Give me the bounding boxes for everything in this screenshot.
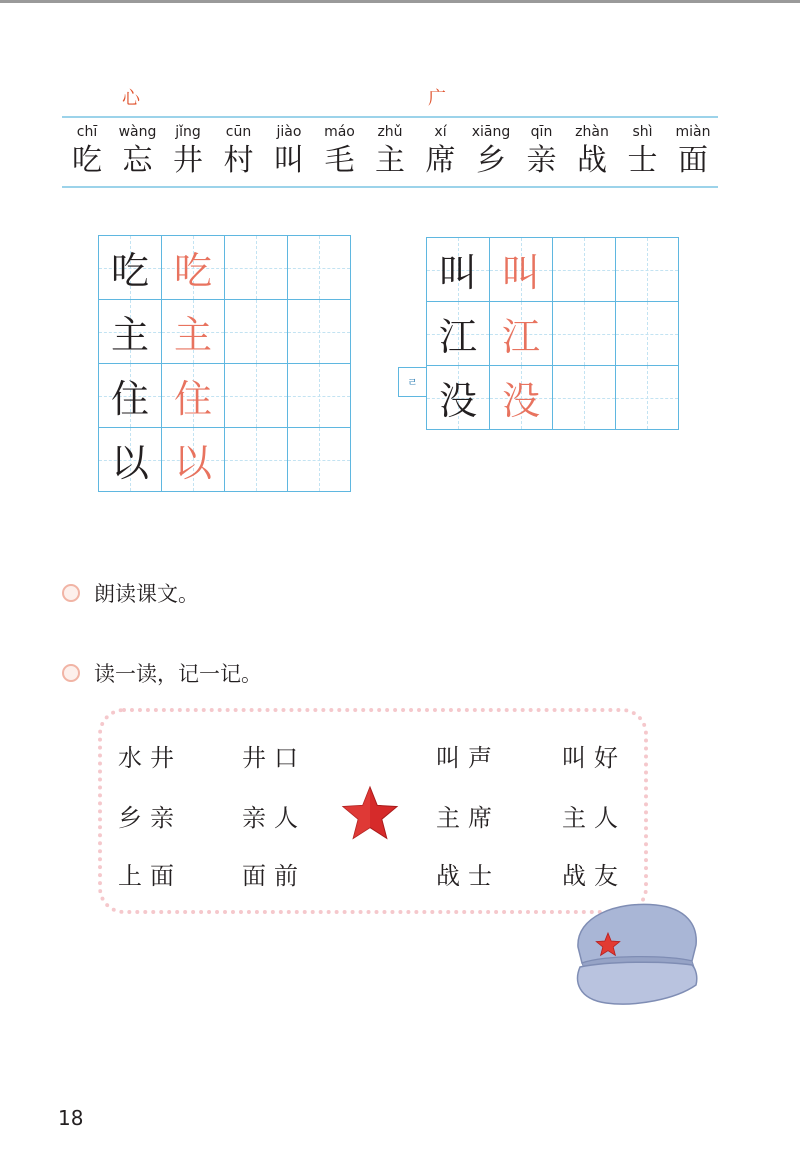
vocab-item — [113, 122, 163, 180]
trace-char: 江 — [501, 315, 540, 359]
grid-empty-cell[interactable] — [553, 238, 616, 302]
word-item: 水井 — [118, 744, 182, 772]
vocab-strip — [62, 122, 718, 180]
grid-model-cell — [99, 364, 162, 428]
army-cap-icon — [566, 895, 706, 1015]
exercise-text: 读一读，记一记。 — [94, 662, 262, 686]
grid-empty-cell[interactable] — [225, 236, 288, 300]
word-item: 面前 — [242, 862, 306, 890]
grid-empty-cell[interactable] — [616, 366, 679, 430]
vocab-item — [315, 122, 365, 180]
word-item: 战士 — [436, 862, 500, 890]
vocab-pinyin: zhàn — [575, 124, 609, 140]
word-item: 叫好 — [562, 744, 626, 772]
vocab-pinyin: miàn — [675, 124, 711, 140]
word-item: 乡亲 — [118, 804, 182, 832]
grid-empty-cell[interactable] — [288, 236, 351, 300]
grid-empty-cell[interactable] — [288, 428, 351, 492]
exercise-read-and-remember — [62, 658, 262, 688]
vocab-hanzi: 席 — [425, 143, 456, 178]
word-item: 叫声 — [436, 744, 500, 772]
vocab-hanzi: 井 — [173, 143, 203, 178]
model-char: 没 — [438, 379, 477, 423]
vocab-pinyin: qīn — [530, 124, 553, 140]
grid-model-cell — [427, 238, 490, 302]
grid-empty-cell[interactable] — [225, 364, 288, 428]
grid-trace-cell[interactable] — [490, 302, 553, 366]
grid-empty-cell[interactable] — [616, 238, 679, 302]
grid-model-cell — [427, 302, 490, 366]
grid-model-cell — [99, 236, 162, 300]
model-char: 吃 — [110, 249, 149, 293]
word-item: 主人 — [562, 804, 626, 832]
grid-trace-cell[interactable] — [490, 366, 553, 430]
vocab-hanzi: 亲 — [526, 143, 557, 178]
grid-empty-cell[interactable] — [288, 300, 351, 364]
vocab-item — [618, 122, 668, 180]
radical-hint-heart: 心 — [122, 88, 140, 109]
vocab-item — [668, 122, 718, 180]
word-item: 亲人 — [242, 804, 306, 832]
vocab-hanzi: 士 — [627, 143, 658, 178]
grid-empty-cell[interactable] — [553, 366, 616, 430]
vocab-item — [567, 122, 617, 180]
trace-char: 住 — [173, 377, 212, 421]
exercise-read-aloud — [62, 578, 199, 608]
vocab-hanzi: 村 — [223, 143, 254, 178]
top-border — [0, 0, 800, 3]
grid-trace-cell[interactable] — [162, 236, 225, 300]
vocab-strip-bottom-line — [62, 186, 718, 188]
vocab-pinyin: zhǔ — [377, 124, 403, 140]
exercise-badge-icon — [62, 664, 80, 682]
writing-grid-right — [426, 237, 679, 430]
vocab-hanzi: 主 — [375, 143, 405, 178]
vocab-pinyin: shì — [632, 124, 653, 140]
page-number: 18 — [58, 1106, 84, 1130]
model-char: 主 — [110, 313, 149, 357]
vocab-item — [416, 122, 466, 180]
vocab-item — [517, 122, 567, 180]
grid-empty-cell[interactable] — [288, 364, 351, 428]
trace-char: 吃 — [173, 249, 212, 293]
model-char: 以 — [110, 441, 149, 485]
vocab-item — [365, 122, 415, 180]
vocab-pinyin: xí — [434, 124, 447, 140]
vocab-pinyin: xiāng — [471, 124, 511, 140]
grid-empty-cell[interactable] — [616, 302, 679, 366]
vocab-hanzi: 战 — [577, 143, 607, 178]
grid-model-cell — [99, 428, 162, 492]
grid-trace-cell[interactable] — [490, 238, 553, 302]
grid-empty-cell[interactable] — [553, 302, 616, 366]
grid-model-cell — [427, 366, 490, 430]
vocab-hanzi: 乡 — [476, 143, 506, 178]
model-char: 住 — [110, 377, 149, 421]
trace-char: 主 — [173, 313, 212, 357]
vocab-pinyin: máo — [324, 124, 355, 140]
model-char: 叫 — [438, 251, 477, 295]
word-item: 主席 — [436, 804, 500, 832]
grid-trace-cell[interactable] — [162, 428, 225, 492]
grid-side-tab: ㄹ — [398, 367, 426, 397]
vocab-hanzi: 忘 — [122, 143, 153, 178]
vocab-hanzi: 毛 — [324, 143, 355, 178]
radical-hint-shelter: 广 — [428, 88, 446, 109]
trace-char: 叫 — [501, 251, 540, 295]
vocab-pinyin: chī — [76, 124, 98, 140]
vocab-hanzi: 吃 — [72, 143, 102, 178]
word-item: 上面 — [118, 862, 182, 890]
word-item: 战友 — [562, 862, 626, 890]
writing-grid-left — [98, 235, 351, 492]
vocab-item — [163, 122, 213, 180]
vocab-hanzi: 叫 — [274, 143, 304, 178]
vocab-item — [264, 122, 314, 180]
vocab-pinyin: jǐng — [175, 124, 201, 140]
vocab-hanzi: 面 — [678, 143, 708, 178]
grid-trace-cell[interactable] — [162, 364, 225, 428]
vocab-pinyin: cūn — [225, 124, 252, 140]
trace-char: 以 — [173, 441, 212, 485]
vocab-item — [466, 122, 516, 180]
exercise-badge-icon — [62, 584, 80, 602]
vocab-strip-top-line — [62, 116, 718, 118]
trace-char: 没 — [501, 379, 540, 423]
vocab-item — [62, 122, 112, 180]
vocab-pinyin: jiào — [276, 124, 302, 140]
grid-empty-cell[interactable] — [225, 428, 288, 492]
model-char: 江 — [438, 315, 477, 359]
grid-empty-cell[interactable] — [225, 300, 288, 364]
grid-model-cell — [99, 300, 162, 364]
grid-trace-cell[interactable] — [162, 300, 225, 364]
vocab-pinyin: wàng — [118, 124, 157, 140]
vocab-item — [214, 122, 264, 180]
red-star-icon — [340, 785, 400, 843]
exercise-text: 朗读课文。 — [94, 582, 199, 606]
word-item: 井口 — [242, 744, 306, 772]
